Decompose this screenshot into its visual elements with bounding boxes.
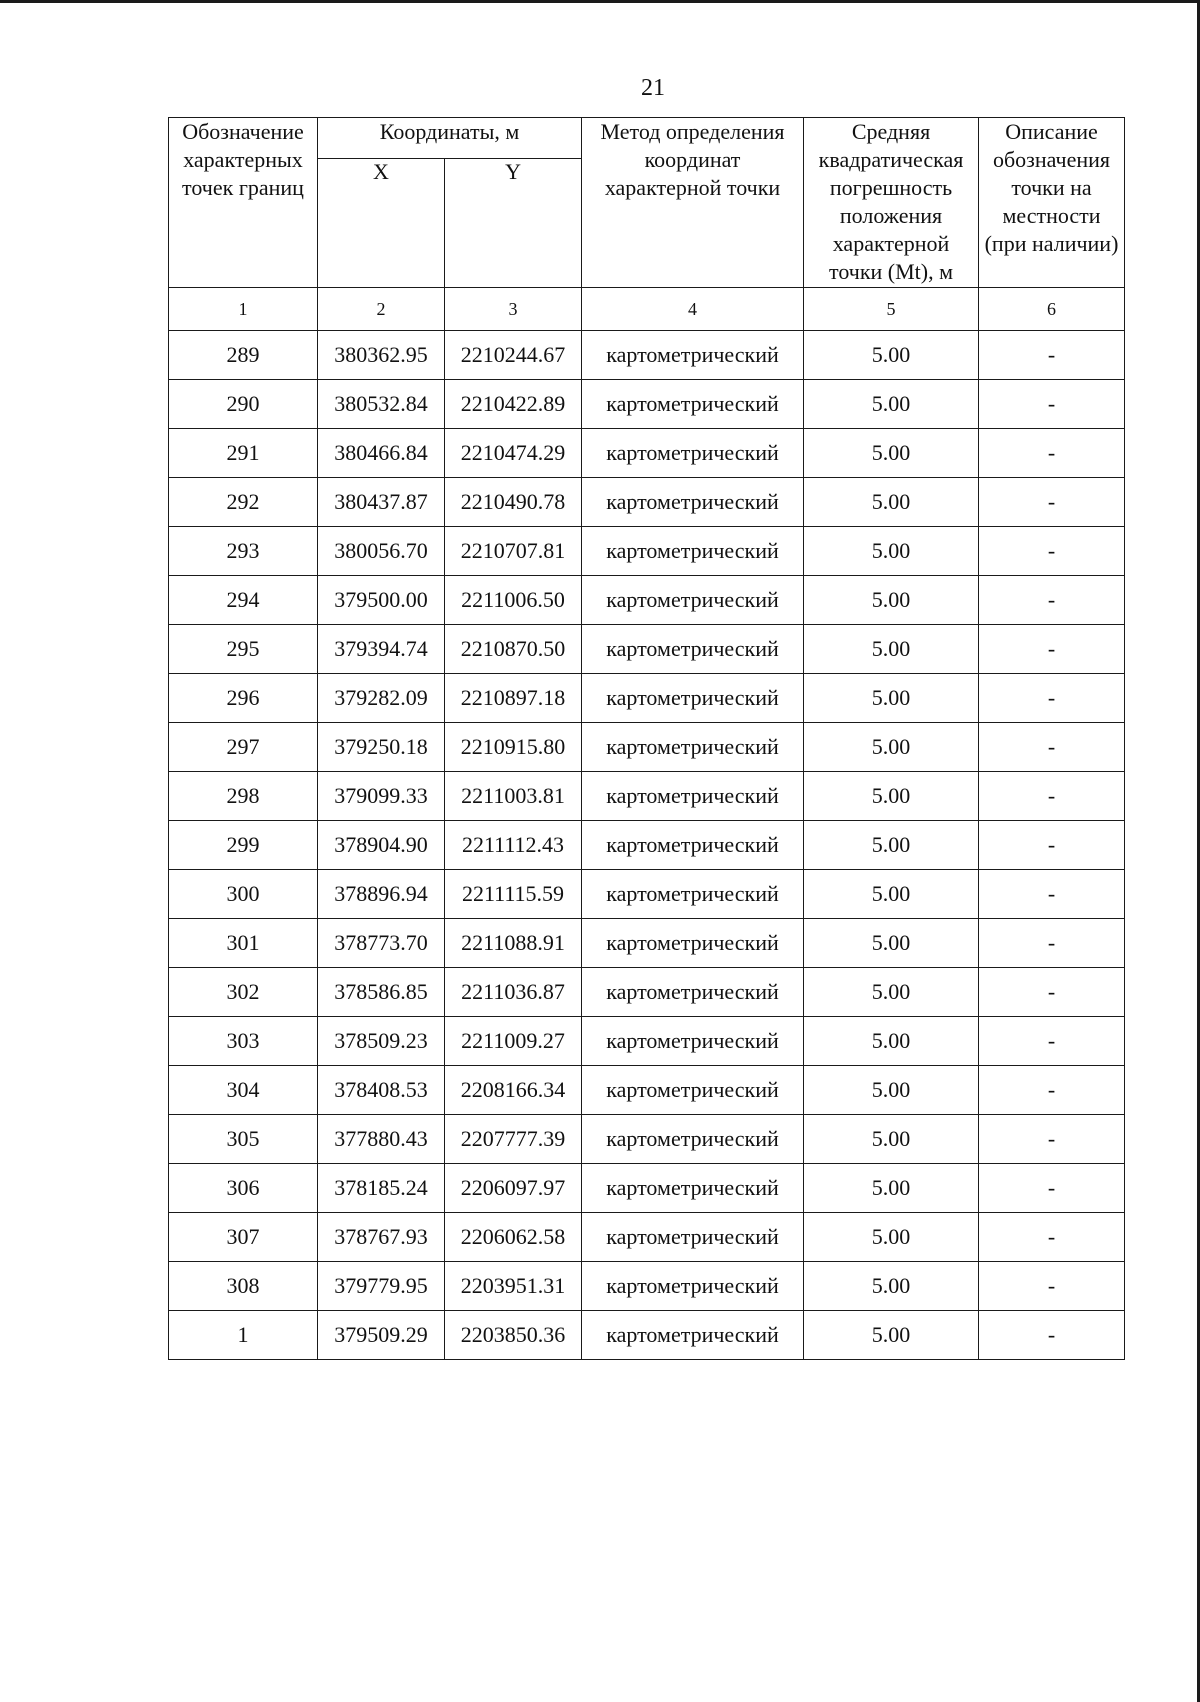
- column-number: 4: [582, 288, 804, 331]
- cell-point-number: 289: [169, 331, 318, 380]
- cell-description: -: [979, 1017, 1125, 1066]
- table-row: [169, 1311, 1125, 1360]
- cell-x-coordinate: 380532.84: [318, 380, 445, 429]
- cell-y-coordinate: 2211036.87: [445, 968, 582, 1017]
- cell-point-number: 303: [169, 1017, 318, 1066]
- cell-point-number: 300: [169, 870, 318, 919]
- column-number-row: [169, 288, 1125, 331]
- cell-x-coordinate: 377880.43: [318, 1115, 445, 1164]
- header-x: X: [318, 159, 445, 288]
- cell-point-number: 292: [169, 478, 318, 527]
- table-row: [169, 1115, 1125, 1164]
- cell-x-coordinate: 379394.74: [318, 625, 445, 674]
- cell-mean-error: 5.00: [804, 1311, 979, 1360]
- header-point-designation: Обозначение характерных точек границ: [169, 118, 318, 288]
- cell-description: -: [979, 723, 1125, 772]
- cell-y-coordinate: 2211009.27: [445, 1017, 582, 1066]
- header-coordinates: Координаты, м: [318, 118, 582, 159]
- cell-method: картометрический: [582, 527, 804, 576]
- header-method: Метод определения координат характерной точки: [582, 118, 804, 288]
- cell-description: -: [979, 527, 1125, 576]
- column-number: 2: [318, 288, 445, 331]
- cell-point-number: 296: [169, 674, 318, 723]
- cell-method: картометрический: [582, 968, 804, 1017]
- cell-y-coordinate: 2203850.36: [445, 1311, 582, 1360]
- cell-y-coordinate: 2210897.18: [445, 674, 582, 723]
- cell-method: картометрический: [582, 331, 804, 380]
- table-row: [169, 968, 1125, 1017]
- cell-description: -: [979, 1213, 1125, 1262]
- cell-x-coordinate: 379250.18: [318, 723, 445, 772]
- cell-description: -: [979, 870, 1125, 919]
- cell-x-coordinate: 378185.24: [318, 1164, 445, 1213]
- cell-point-number: 299: [169, 821, 318, 870]
- cell-description: -: [979, 576, 1125, 625]
- cell-mean-error: 5.00: [804, 478, 979, 527]
- cell-method: картометрический: [582, 772, 804, 821]
- cell-description: -: [979, 919, 1125, 968]
- cell-description: -: [979, 1115, 1125, 1164]
- cell-mean-error: 5.00: [804, 1164, 979, 1213]
- cell-x-coordinate: 380466.84: [318, 429, 445, 478]
- cell-method: картометрический: [582, 429, 804, 478]
- cell-description: -: [979, 1066, 1125, 1115]
- cell-mean-error: 5.00: [804, 1262, 979, 1311]
- cell-x-coordinate: 380437.87: [318, 478, 445, 527]
- column-number: 1: [169, 288, 318, 331]
- cell-mean-error: 5.00: [804, 1115, 979, 1164]
- cell-point-number: 304: [169, 1066, 318, 1115]
- table-row: [169, 380, 1125, 429]
- column-number: 6: [979, 288, 1125, 331]
- cell-method: картометрический: [582, 1115, 804, 1164]
- cell-point-number: 302: [169, 968, 318, 1017]
- cell-method: картометрический: [582, 723, 804, 772]
- cell-point-number: 294: [169, 576, 318, 625]
- cell-point-number: 305: [169, 1115, 318, 1164]
- cell-description: -: [979, 1311, 1125, 1360]
- cell-point-number: 1: [169, 1311, 318, 1360]
- table-row: [169, 1066, 1125, 1115]
- cell-mean-error: 5.00: [804, 723, 979, 772]
- table-row: [169, 478, 1125, 527]
- cell-description: -: [979, 429, 1125, 478]
- cell-description: -: [979, 478, 1125, 527]
- cell-y-coordinate: 2203951.31: [445, 1262, 582, 1311]
- cell-point-number: 290: [169, 380, 318, 429]
- cell-x-coordinate: 378767.93: [318, 1213, 445, 1262]
- table-row: [169, 331, 1125, 380]
- cell-point-number: 301: [169, 919, 318, 968]
- table-row: [169, 527, 1125, 576]
- cell-y-coordinate: 2210422.89: [445, 380, 582, 429]
- cell-method: картометрический: [582, 870, 804, 919]
- cell-method: картометрический: [582, 1164, 804, 1213]
- cell-mean-error: 5.00: [804, 527, 979, 576]
- cell-method: картометрический: [582, 625, 804, 674]
- table-row: [169, 1017, 1125, 1066]
- cell-mean-error: 5.00: [804, 870, 979, 919]
- cell-method: картометрический: [582, 1262, 804, 1311]
- table-row: [169, 429, 1125, 478]
- cell-y-coordinate: 2210915.80: [445, 723, 582, 772]
- cell-y-coordinate: 2210490.78: [445, 478, 582, 527]
- cell-description: -: [979, 331, 1125, 380]
- cell-mean-error: 5.00: [804, 1017, 979, 1066]
- table-body: [169, 331, 1125, 1360]
- cell-y-coordinate: 2210870.50: [445, 625, 582, 674]
- cell-y-coordinate: 2206062.58: [445, 1213, 582, 1262]
- table-row: [169, 821, 1125, 870]
- cell-y-coordinate: 2206097.97: [445, 1164, 582, 1213]
- cell-y-coordinate: 2210707.81: [445, 527, 582, 576]
- cell-y-coordinate: 2210244.67: [445, 331, 582, 380]
- cell-y-coordinate: 2211112.43: [445, 821, 582, 870]
- cell-method: картометрический: [582, 1017, 804, 1066]
- cell-point-number: 291: [169, 429, 318, 478]
- table-row: [169, 625, 1125, 674]
- header-mean-error: Средняя квадратическая погрешность положения характерной точки (Mt), м: [804, 118, 979, 288]
- table-row: [169, 674, 1125, 723]
- cell-description: -: [979, 821, 1125, 870]
- cell-mean-error: 5.00: [804, 1066, 979, 1115]
- cell-y-coordinate: 2211115.59: [445, 870, 582, 919]
- table-row: [169, 1164, 1125, 1213]
- cell-y-coordinate: 2211006.50: [445, 576, 582, 625]
- cell-point-number: 308: [169, 1262, 318, 1311]
- cell-x-coordinate: 379099.33: [318, 772, 445, 821]
- cell-y-coordinate: 2211088.91: [445, 919, 582, 968]
- cell-mean-error: 5.00: [804, 674, 979, 723]
- cell-method: картометрический: [582, 821, 804, 870]
- cell-point-number: 295: [169, 625, 318, 674]
- cell-x-coordinate: 378586.85: [318, 968, 445, 1017]
- cell-x-coordinate: 378904.90: [318, 821, 445, 870]
- cell-mean-error: 5.00: [804, 380, 979, 429]
- column-number: 3: [445, 288, 582, 331]
- cell-method: картометрический: [582, 576, 804, 625]
- cell-mean-error: 5.00: [804, 1213, 979, 1262]
- boundary-points-table: [168, 117, 1125, 1360]
- cell-description: -: [979, 1262, 1125, 1311]
- cell-point-number: 307: [169, 1213, 318, 1262]
- table-row: [169, 919, 1125, 968]
- cell-description: -: [979, 625, 1125, 674]
- cell-description: -: [979, 1164, 1125, 1213]
- cell-method: картометрический: [582, 1213, 804, 1262]
- cell-method: картометрический: [582, 1311, 804, 1360]
- cell-description: -: [979, 380, 1125, 429]
- cell-x-coordinate: 380056.70: [318, 527, 445, 576]
- page-number: 21: [641, 75, 665, 101]
- cell-description: -: [979, 674, 1125, 723]
- cell-x-coordinate: 378509.23: [318, 1017, 445, 1066]
- cell-x-coordinate: 378896.94: [318, 870, 445, 919]
- cell-method: картометрический: [582, 919, 804, 968]
- cell-mean-error: 5.00: [804, 968, 979, 1017]
- column-number: 5: [804, 288, 979, 331]
- cell-point-number: 293: [169, 527, 318, 576]
- cell-x-coordinate: 378773.70: [318, 919, 445, 968]
- cell-method: картометрический: [582, 1066, 804, 1115]
- cell-mean-error: 5.00: [804, 429, 979, 478]
- cell-mean-error: 5.00: [804, 625, 979, 674]
- cell-mean-error: 5.00: [804, 331, 979, 380]
- cell-x-coordinate: 378408.53: [318, 1066, 445, 1115]
- cell-mean-error: 5.00: [804, 772, 979, 821]
- cell-x-coordinate: 379509.29: [318, 1311, 445, 1360]
- table-row: [169, 576, 1125, 625]
- cell-method: картометрический: [582, 674, 804, 723]
- cell-y-coordinate: 2210474.29: [445, 429, 582, 478]
- cell-y-coordinate: 2211003.81: [445, 772, 582, 821]
- cell-mean-error: 5.00: [804, 576, 979, 625]
- cell-method: картометрический: [582, 380, 804, 429]
- table-row: [169, 1262, 1125, 1311]
- cell-mean-error: 5.00: [804, 821, 979, 870]
- cell-x-coordinate: 379500.00: [318, 576, 445, 625]
- header-y: Y: [445, 159, 582, 288]
- cell-description: -: [979, 772, 1125, 821]
- cell-method: картометрический: [582, 478, 804, 527]
- table-row: [169, 723, 1125, 772]
- cell-point-number: 306: [169, 1164, 318, 1213]
- cell-description: -: [979, 968, 1125, 1017]
- table-row: [169, 1213, 1125, 1262]
- cell-point-number: 298: [169, 772, 318, 821]
- table-row: [169, 870, 1125, 919]
- table-row: [169, 772, 1125, 821]
- scan-border-top: [0, 0, 1200, 3]
- cell-y-coordinate: 2207777.39: [445, 1115, 582, 1164]
- cell-x-coordinate: 380362.95: [318, 331, 445, 380]
- cell-point-number: 297: [169, 723, 318, 772]
- cell-x-coordinate: 379282.09: [318, 674, 445, 723]
- header-description: Описание обозначения точки на местности (при наличии): [979, 118, 1125, 288]
- cell-mean-error: 5.00: [804, 919, 979, 968]
- cell-x-coordinate: 379779.95: [318, 1262, 445, 1311]
- cell-y-coordinate: 2208166.34: [445, 1066, 582, 1115]
